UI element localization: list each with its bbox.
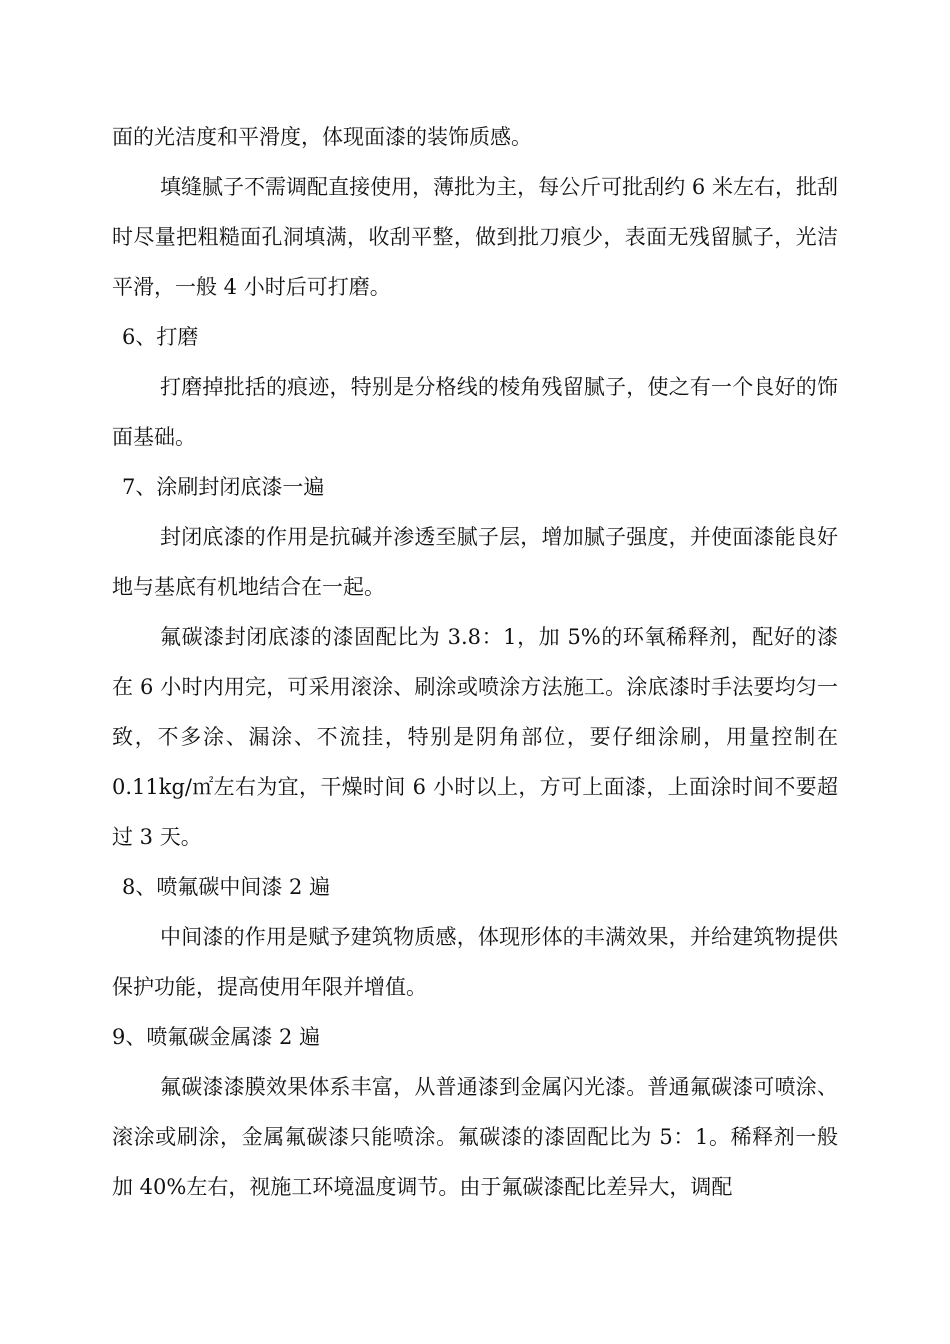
section-heading-metallic: 9、喷氟碳金属漆 2 遍	[112, 1025, 321, 1049]
paragraph-putty: 填缝腻子不需调配直接使用，薄批为主，每公斤可批刮约 6 米左右，批刮时尽量把粗糙面孔洞填满，收刮平整，做到批刀痕少，表面无残留腻子，光洁平滑，一般 4 小时后可打磨。	[112, 175, 838, 299]
section-heading-intermediate: 8、喷氟碳中间漆 2 遍	[122, 875, 331, 899]
section-heading-sealer: 7、涂刷封闭底漆一遍	[122, 475, 325, 499]
paragraph-metallic: 氟碳漆漆膜效果体系丰富，从普通漆到金属闪光漆。普通氟碳漆可喷涂、滚涂或刷涂，金属氟碳漆只能喷涂。氟碳漆的漆固配比为 5：1。稀释剂一般加 40%左右，视施工环境温度调节。由于氟碳漆配比差异大，调配	[112, 1075, 838, 1199]
paragraph-sealer-purpose: 封闭底漆的作用是抗碱并渗透至腻子层，增加腻子强度，并使面漆能良好地与基底有机地结合在一起。	[112, 525, 838, 599]
document-body	[112, 112, 838, 1212]
section-heading-sanding: 6、打磨	[122, 325, 199, 349]
paragraph-intermediate: 中间漆的作用是赋予建筑物质感，体现形体的丰满效果，并给建筑物提供保护功能，提高使用年限并增值。	[112, 925, 838, 999]
paragraph-sealer-mix: 氟碳漆封闭底漆的漆固配比为 3.8：1，加 5%的环氧稀释剂，配好的漆在 6 小时内用完，可采用滚涂、刷涂或喷涂方法施工。涂底漆时手法要均匀一致，不多涂、漏涂、不流挂，特别是阴角部位，要仔细涂刷，用量控制在 0.11kg/㎡左右为宜，干燥时间 6 小时以上，方可上面漆，上面涂时间不要超过 3 天。	[112, 625, 838, 849]
paragraph-sanding: 打磨掉批括的痕迹，特别是分格线的棱角残留腻子，使之有一个良好的饰面基础。	[112, 375, 838, 449]
paragraph-continuation: 面的光洁度和平滑度，体现面漆的装饰质感。	[112, 125, 532, 149]
